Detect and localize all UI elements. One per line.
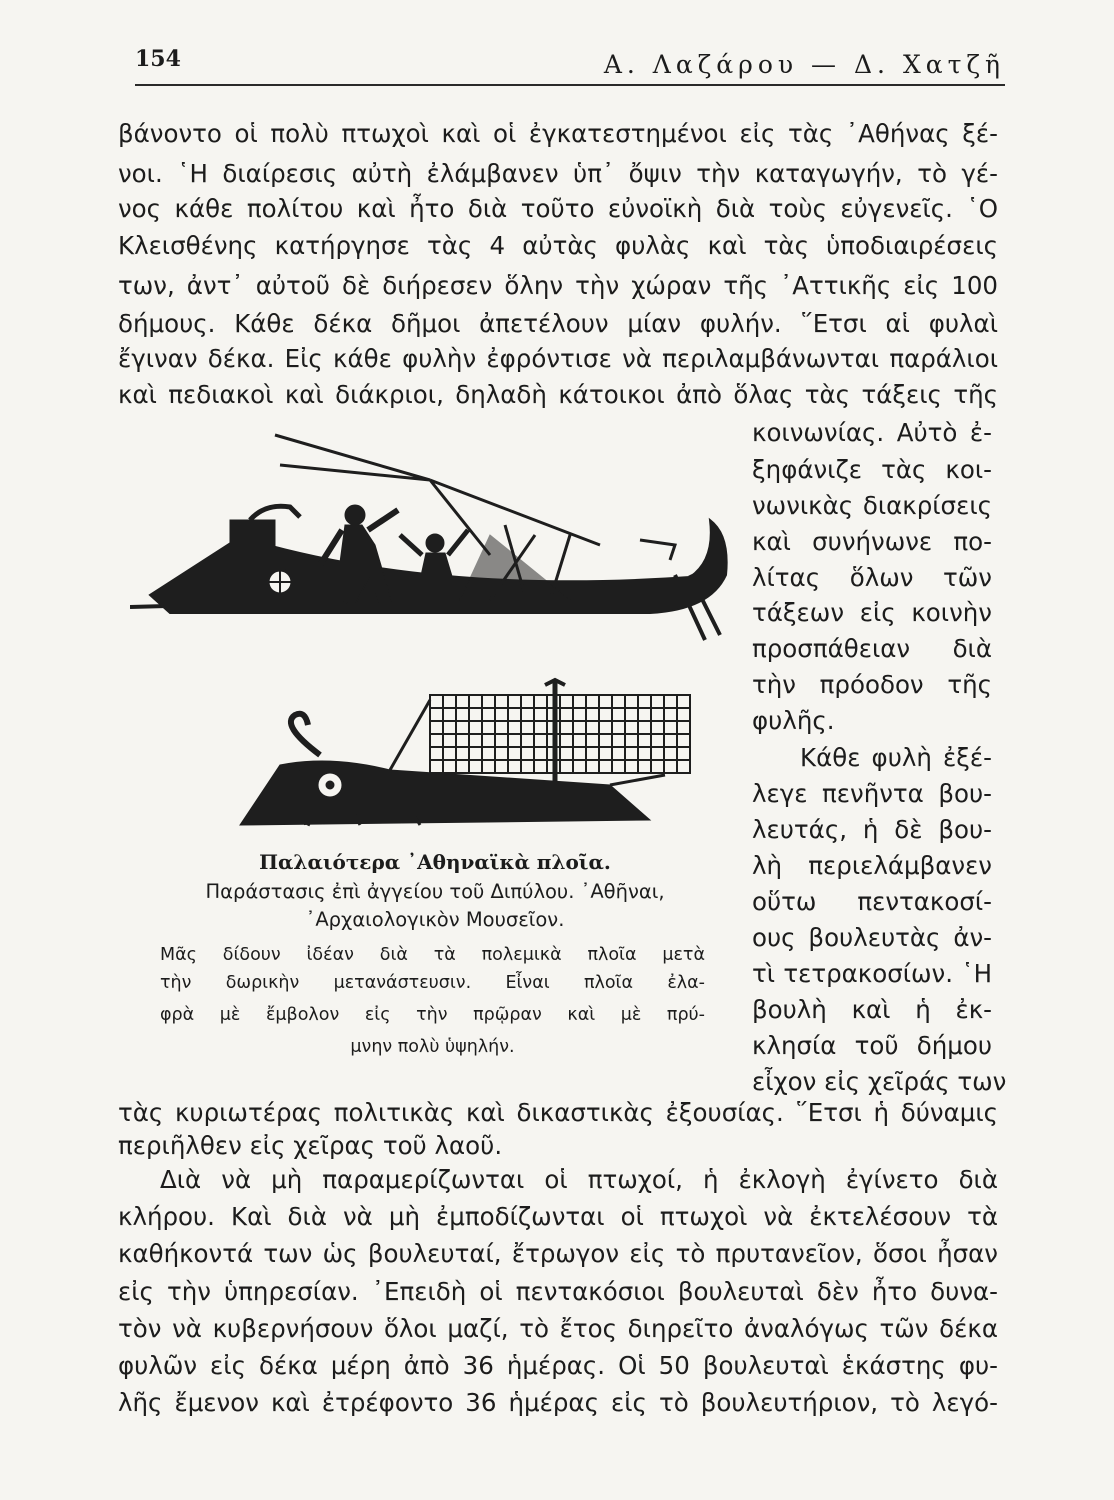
body-line: Κλεισθένης κατήργησε τὰς 4 αὐτὰς φυλὰς καὶ τὰς ὑποδιαιρέσεις bbox=[118, 231, 998, 260]
side-line: λίτας ὅλων τῶν bbox=[752, 563, 992, 592]
figure-caption-note: μνην πολὺ ὑψηλήν. bbox=[350, 1037, 515, 1057]
figure-caption-note: τὴν δωρικὴν μετανάστευσιν. Εἶναι πλοῖα ἐλα- bbox=[160, 973, 705, 993]
figure-caption-line: Παράστασις ἐπὶ ἀγγείου τοῦ Διπύλου. ᾿Αθῆναι, bbox=[205, 880, 665, 903]
body-line: καὶ πεδιακοὶ καὶ διάκριοι, δηλαδὴ κάτοικοι ἀπὸ ὅλας τὰς τάξεις τῆς bbox=[118, 380, 998, 409]
side-line: προσπάθειαν διὰ bbox=[752, 634, 992, 663]
side-line: νωνικὰς διακρίσεις bbox=[752, 491, 992, 520]
figure-caption-note: Μᾶς δίδουν ἰδέαν διὰ τὰ πολεμικὰ πλοῖα μετὰ bbox=[160, 945, 705, 965]
side-line: φυλῆς. bbox=[752, 706, 835, 735]
body-line: τὰς κυριωτέρας πολιτικὰς καὶ δικαστικὰς ἐξουσίας. ῞Ετσι ἡ δύναμις bbox=[118, 1098, 998, 1127]
side-line: τὶ τετρακοσίων. ῾Η bbox=[752, 959, 992, 988]
body-line: φυλῶν εἰς δέκα μέρη ἀπὸ 36 ἡμέρας. Οἱ 50 βουλευταὶ ἑκάστης φυ- bbox=[118, 1351, 998, 1380]
side-line: καὶ συνήνωνε πο- bbox=[752, 527, 992, 556]
body-line: νοι. ῾Η διαίρεσις αὐτὴ ἐλάμβανεν ὑπ᾿ ὄψιν τὴν καταγωγήν, τὸ γέ- bbox=[118, 159, 998, 188]
side-line: τὴν πρόοδον τῆς bbox=[752, 670, 992, 699]
side-line: κοινωνίας. Αὐτὸ ἐ- bbox=[752, 418, 992, 447]
body-line: κλήρου. Καὶ διὰ νὰ μὴ ἐμποδίζωνται οἱ πτωχοὶ νὰ ἐκτελέσουν τὰ bbox=[118, 1202, 998, 1231]
side-line: Κάθε φυλὴ ἐξέ- bbox=[800, 743, 992, 772]
side-line: λευτάς, ἡ δὲ βου- bbox=[752, 815, 992, 844]
side-line: εἶχον εἰς χεῖράς των bbox=[752, 1067, 1007, 1096]
body-line: τὸν νὰ κυβερνήσουν ὅλοι μαζί, τὸ ἔτος διηρεῖτο ἀναλόγως τῶν δέκα bbox=[118, 1314, 998, 1343]
figure-caption-note: φρὰ μὲ ἔμβολον εἰς τὴν πρῷραν καὶ μὲ πρύ- bbox=[160, 1005, 705, 1025]
lower-ship-drawing bbox=[240, 680, 690, 825]
running-head: Α. Λαζάρου — Δ. Χατζῆ bbox=[603, 50, 1005, 79]
figure-caption-line: ᾿Αρχαιολογικὸν Μουσεῖον. bbox=[305, 908, 565, 931]
body-line: των, ἀντ᾿ αὐτοῦ δὲ διήρεσεν ὅλην τὴν χώραν τῆς ᾿Αττικῆς εἰς 100 bbox=[118, 271, 998, 300]
ships-illustration bbox=[130, 425, 740, 835]
side-line: ους βουλευτὰς ἀν- bbox=[752, 923, 992, 952]
body-line: λῆς ἔμενον καὶ ἐτρέφοντο 36 ἡμέρας εἰς τὸ βουλευτήριον, τὸ λεγό- bbox=[118, 1388, 998, 1417]
page-number: 154 bbox=[135, 46, 181, 72]
figure-caption-title: Παλαιότερα ᾿Αθηναϊκὰ πλοῖα. bbox=[259, 850, 611, 874]
body-line: δήμους. Κάθε δέκα δῆμοι ἀπετέλουν μίαν φυλήν. ῞Ετσι αἱ φυλαὶ bbox=[118, 309, 998, 338]
side-line: λὴ περιελάμβανεν bbox=[752, 851, 992, 880]
body-line: ἔγιναν δέκα. Εἰς κάθε φυλὴν ἐφρόντισε νὰ περιλαμβάνωνται παράλιοι bbox=[118, 344, 998, 373]
side-line: βουλὴ καὶ ἡ ἐκ- bbox=[752, 995, 992, 1024]
upper-ship-drawing bbox=[130, 435, 727, 640]
side-line: κλησία τοῦ δήμου bbox=[752, 1031, 992, 1060]
body-line: καθήκοντά των ὡς βουλευταί, ἔτρωγον εἰς τὸ πρυτανεῖον, ὅσοι ἦσαν bbox=[118, 1239, 998, 1268]
side-line: τάξεων εἰς κοινὴν bbox=[752, 598, 992, 627]
side-line: λεγε πενῆντα βου- bbox=[752, 779, 992, 808]
body-line: περιῆλθεν εἰς χεῖρας τοῦ λαοῦ. bbox=[118, 1131, 503, 1160]
body-line: νος κάθε πολίτου καὶ ἦτο διὰ τοῦτο εὐνοϊκὴ διὰ τοὺς εὐγενεῖς. ῾Ο bbox=[118, 194, 998, 223]
body-line: εἰς τὴν ὑπηρεσίαν. ᾿Επειδὴ οἱ πεντακόσιοι βουλευταὶ δὲν ἦτο δυνα- bbox=[118, 1277, 998, 1306]
body-line: Διὰ νὰ μὴ παραμερίζωνται οἱ πτωχοί, ἡ ἐκλογὴ ἐγίνετο διὰ bbox=[160, 1165, 998, 1194]
side-line: οὕτω πεντακοσί- bbox=[752, 887, 992, 916]
body-line: βάνοντο οἱ πολὺ πτωχοὶ καὶ οἱ ἐγκατεστημένοι εἰς τὰς ᾿Αθήνας ξέ- bbox=[118, 119, 998, 148]
side-line: ξηφάνιζε τὰς κοι- bbox=[752, 455, 992, 484]
page-header bbox=[135, 42, 1005, 86]
